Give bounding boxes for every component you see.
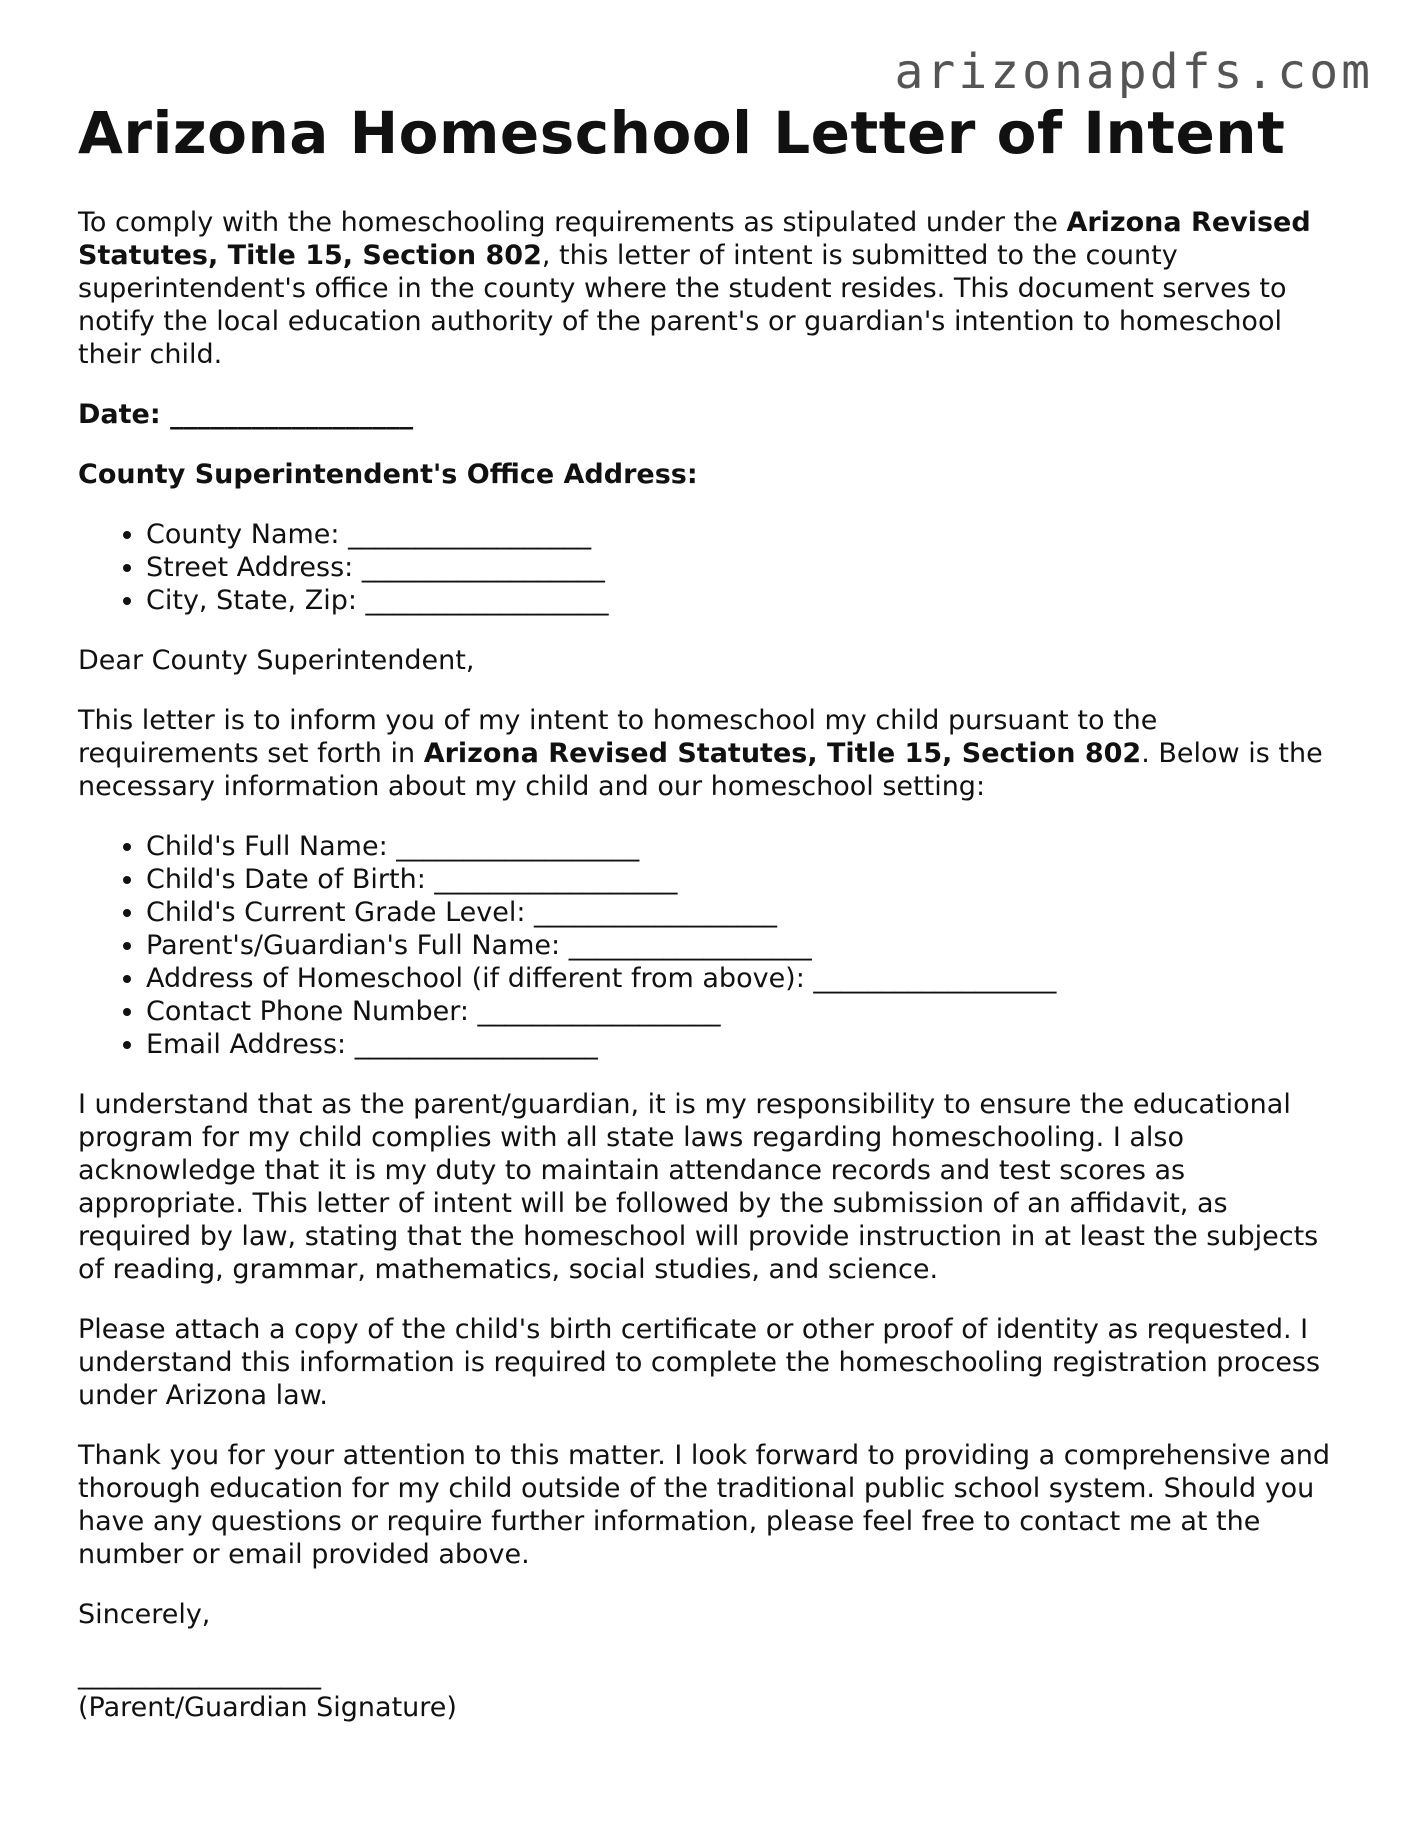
date-label: Date: xyxy=(78,399,161,430)
list-item xyxy=(146,896,1340,929)
list-item xyxy=(146,995,1340,1028)
letter-intro-paragraph xyxy=(78,704,1340,803)
city-state-zip-blank[interactable]: __________________ xyxy=(365,585,609,616)
list-item xyxy=(146,929,1340,962)
child-full-name-blank[interactable]: __________________ xyxy=(396,831,640,862)
address-section-title: County Superintendent's Office Address: xyxy=(78,459,698,490)
signature-caption: (Parent/Guardian Signature) xyxy=(78,1692,457,1723)
signature-blank[interactable]: __________________ xyxy=(78,1659,321,1690)
closing: Sincerely, xyxy=(78,1599,211,1630)
intro-text-post: , this letter of intent is submitted to the county superintendent's office in the county where the student resides. This document serves to notify the local education authority of the parent's or guardian's intention to homeschool their child. xyxy=(78,240,1287,370)
email-label: Email Address: xyxy=(146,1029,347,1060)
homeschool-address-label: Address of Homeschool (if different from above): xyxy=(146,963,805,994)
letter-intro-pre: This letter is to inform you of my intent to homeschool my child pursuant to the requirements set forth in xyxy=(78,705,1158,769)
homeschool-address-blank[interactable]: __________________ xyxy=(813,963,1057,994)
child-dob-label: Child's Date of Birth: xyxy=(146,864,426,895)
city-state-zip-label: City, State, Zip: xyxy=(146,585,357,616)
intro-text-pre: To comply with the homeschooling requirements as stipulated under the xyxy=(78,207,1067,238)
guardian-name-label: Parent's/Guardian's Full Name: xyxy=(146,930,561,961)
child-grade-blank[interactable]: __________________ xyxy=(534,897,778,928)
county-name-blank[interactable]: __________________ xyxy=(348,519,592,550)
list-item xyxy=(146,863,1340,896)
street-address-label: Street Address: xyxy=(146,552,354,583)
date-blank[interactable]: __________________ xyxy=(170,399,414,430)
watermark: arizonapdfs.com xyxy=(894,44,1373,100)
intro-paragraph xyxy=(78,206,1340,371)
address-list xyxy=(78,518,1340,617)
list-item xyxy=(146,518,1340,551)
attachment-paragraph: Please attach a copy of the child's birth certificate or other proof of identity as requested. I understand this information is required to complete the homeschooling registration process under Arizona law. xyxy=(78,1314,1321,1411)
child-grade-label: Child's Current Grade Level: xyxy=(146,897,526,928)
date-field xyxy=(78,398,1340,431)
salutation: Dear County Superintendent, xyxy=(78,645,475,676)
list-item xyxy=(146,584,1340,617)
list-item xyxy=(146,1028,1340,1061)
responsibility-paragraph: I understand that as the parent/guardian, it is my responsibility to ensure the educational program for my child complies with all state laws regarding homeschooling. I also acknowledge that it is my duty to maintain attendance records and test scores as appropriate. This letter of intent will be followed by the submission of an affidavit, as required by law, stating that the homeschool will provide instruction in at least the subjects of reading, grammar, mathematics, social studies, and science. xyxy=(78,1089,1319,1285)
email-blank[interactable]: __________________ xyxy=(354,1029,598,1060)
letter-page xyxy=(78,96,1340,1724)
child-full-name-label: Child's Full Name: xyxy=(146,831,388,862)
county-name-label: County Name: xyxy=(146,519,340,550)
guardian-name-blank[interactable]: __________________ xyxy=(568,930,812,961)
letter-intro-statute: Arizona Revised Statutes, Title 15, Section 802 xyxy=(423,738,1142,769)
child-info-list xyxy=(78,830,1340,1061)
phone-blank[interactable]: __________________ xyxy=(477,996,721,1027)
phone-label: Contact Phone Number: xyxy=(146,996,469,1027)
list-item xyxy=(146,962,1340,995)
list-item xyxy=(146,830,1340,863)
street-address-blank[interactable]: __________________ xyxy=(361,552,605,583)
intro-statute: Arizona Revised Statutes, Title 15, Section 802 xyxy=(78,207,1311,271)
letter-intro-post: . Below is the necessary information about my child and our homeschool setting: xyxy=(78,738,1323,802)
child-dob-blank[interactable]: __________________ xyxy=(434,864,678,895)
page-title: Arizona Homeschool Letter of Intent xyxy=(78,99,1286,167)
list-item xyxy=(146,551,1340,584)
thanks-paragraph: Thank you for your attention to this matter. I look forward to providing a comprehensive and thorough education for my child outside of the traditional public school system. Should you have any questions or require further information, please feel free to contact me at the number or email provided above. xyxy=(78,1440,1331,1570)
